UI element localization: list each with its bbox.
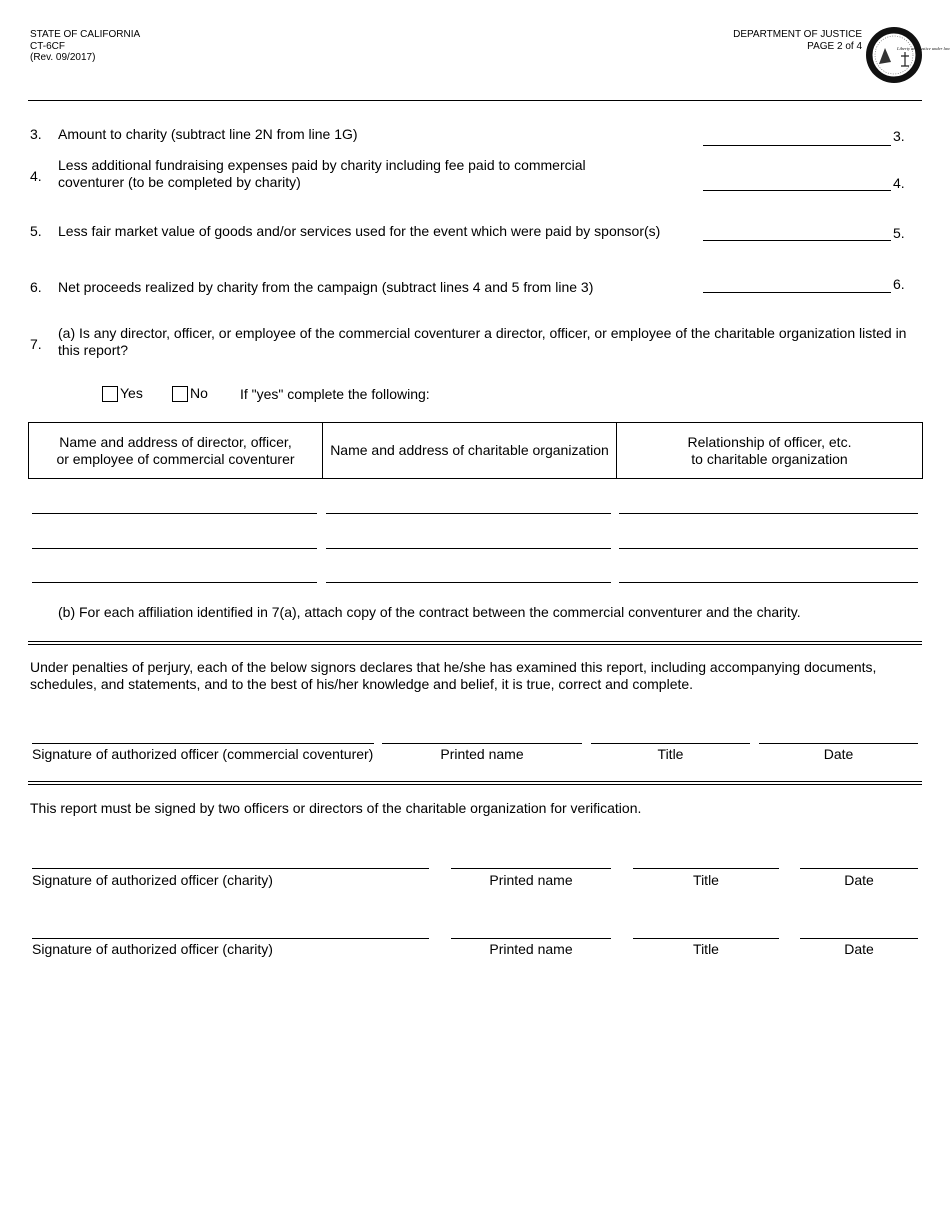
charity-signature-field-1[interactable] xyxy=(32,868,429,869)
affiliation-director-field-2[interactable] xyxy=(32,548,317,549)
line-4-number: 4. xyxy=(30,168,42,184)
line-4-text-2: coventurer (to be completed by charity) xyxy=(58,174,301,190)
line-4-answer-field[interactable] xyxy=(703,190,891,191)
section-divider-1 xyxy=(28,641,922,645)
header-divider xyxy=(28,100,922,101)
affiliation-charity-field-2[interactable] xyxy=(326,548,611,549)
line-6-end-number: 6. xyxy=(893,276,905,292)
doj-seal-icon xyxy=(865,26,950,84)
q7-question-1: (a) Is any director, officer, or employee of the commercial coventurer a director, officer, or employee of the charitable organization listed in xyxy=(58,325,907,341)
perjury-statement xyxy=(30,659,910,693)
coventurer-signature-field[interactable] xyxy=(32,743,374,744)
col-director-header-2: or employee of commercial coventurer xyxy=(56,450,295,467)
col-director-header-1: Name and address of director, officer, xyxy=(59,433,292,450)
charity-title-label-1: Title xyxy=(693,872,719,888)
charity-date-field-1[interactable] xyxy=(800,868,918,869)
seal-text: Liberty and justice under law xyxy=(897,46,950,51)
affiliation-relationship-field-1[interactable] xyxy=(619,513,918,514)
charity-date-field-2[interactable] xyxy=(800,938,918,939)
perjury-statement-1: Under penalties of perjury, each of the below signors declares that he/she has examined this report, including accompanying documents, xyxy=(30,659,877,675)
charity-title-field-1[interactable] xyxy=(633,868,779,869)
coventurer-printed-name-field[interactable] xyxy=(382,743,582,744)
line-5-text: Less fair market value of goods and/or services used for the event which were paid by sponsor(s) xyxy=(58,223,661,239)
perjury-statement-2: schedules, and statements, and to the best of his/her knowledge and belief, it is true, correct and complete. xyxy=(30,676,694,692)
col-director-header xyxy=(29,423,323,479)
line-5-number: 5. xyxy=(30,223,42,239)
line-4-text-1: Less additional fundraising expenses paid by charity including fee paid to commercial xyxy=(58,157,586,173)
revision-date: (Rev. 09/2017) xyxy=(30,52,96,63)
charity-signature-label-2: Signature of authorized officer (charity) xyxy=(32,941,273,957)
line-3-number: 3. xyxy=(30,126,42,142)
no-label: No xyxy=(190,385,208,401)
charity-title-field-2[interactable] xyxy=(633,938,779,939)
affiliation-charity-field-3[interactable] xyxy=(326,582,611,583)
yes-checkbox[interactable] xyxy=(102,386,118,402)
line-5-answer-field[interactable] xyxy=(703,240,891,241)
line-6-text: Net proceeds realized by charity from the campaign (subtract lines 4 and 5 from line 3) xyxy=(58,279,594,295)
affiliation-relationship-field-3[interactable] xyxy=(619,582,918,583)
col-relationship-header-2: to charitable organization xyxy=(691,450,848,467)
q7-question xyxy=(58,325,928,359)
line-4-text xyxy=(58,157,586,191)
yes-label: Yes xyxy=(120,385,143,401)
line-6-answer-field[interactable] xyxy=(703,292,891,293)
form-number: CT-6CF xyxy=(30,40,65,52)
coventurer-date-label: Date xyxy=(823,746,854,762)
col-relationship-header xyxy=(617,423,923,479)
line-5-end-number: 5. xyxy=(893,225,905,241)
header-right xyxy=(733,29,862,52)
state-label: STATE OF CALIFORNIA xyxy=(30,29,141,40)
line-3-answer-field[interactable] xyxy=(703,145,891,146)
charity-title-label-2: Title xyxy=(693,941,719,957)
yes-followup-instruction: If "yes" complete the following: xyxy=(240,386,430,402)
coventurer-title-field[interactable] xyxy=(591,743,750,744)
header-left xyxy=(30,29,140,64)
department-label: DEPARTMENT OF JUSTICE xyxy=(733,29,862,40)
charity-signature-field-2[interactable] xyxy=(32,938,429,939)
charity-date-label-1: Date xyxy=(844,872,874,888)
q7b-instruction: (b) For each affiliation identified in 7(a), attach copy of the contract between the commercial conventurer and the charity. xyxy=(58,604,801,620)
charity-printed-name-field-1[interactable] xyxy=(451,868,611,869)
charity-printed-name-label-2: Printed name xyxy=(489,941,573,957)
affiliation-director-field-3[interactable] xyxy=(32,582,317,583)
line-4-end-number: 4. xyxy=(893,175,905,191)
q7-question-2: this report? xyxy=(58,342,129,358)
charity-signature-label-1: Signature of authorized officer (charity) xyxy=(32,872,273,888)
coventurer-title-label: Title xyxy=(657,746,684,762)
charity-date-label-2: Date xyxy=(844,941,874,957)
line-3-text: Amount to charity (subtract line 2N from line 1G) xyxy=(58,126,358,142)
coventurer-printed-name-label: Printed name xyxy=(440,746,524,762)
charity-printed-name-label-1: Printed name xyxy=(489,872,573,888)
no-checkbox[interactable] xyxy=(172,386,188,402)
section-divider-2 xyxy=(28,781,922,785)
affiliation-charity-field-1[interactable] xyxy=(326,513,611,514)
charity-verification-note: This report must be signed by two officers or directors of the charitable organization for verification. xyxy=(30,800,642,816)
affiliation-relationship-field-2[interactable] xyxy=(619,548,918,549)
page-number: PAGE 2 of 4 xyxy=(807,40,862,52)
col-charity-header: Name and address of charitable organization xyxy=(323,423,617,479)
q7-number: 7. xyxy=(30,336,42,352)
charity-printed-name-field-2[interactable] xyxy=(451,938,611,939)
coventurer-signature-label: Signature of authorized officer (commercial coventurer) xyxy=(32,746,374,762)
affiliation-table xyxy=(28,422,923,479)
coventurer-date-field[interactable] xyxy=(759,743,918,744)
line-3-end-number: 3. xyxy=(893,128,905,144)
affiliation-director-field-1[interactable] xyxy=(32,513,317,514)
col-relationship-header-1: Relationship of officer, etc. xyxy=(687,433,852,450)
line-6-number: 6. xyxy=(30,279,42,295)
